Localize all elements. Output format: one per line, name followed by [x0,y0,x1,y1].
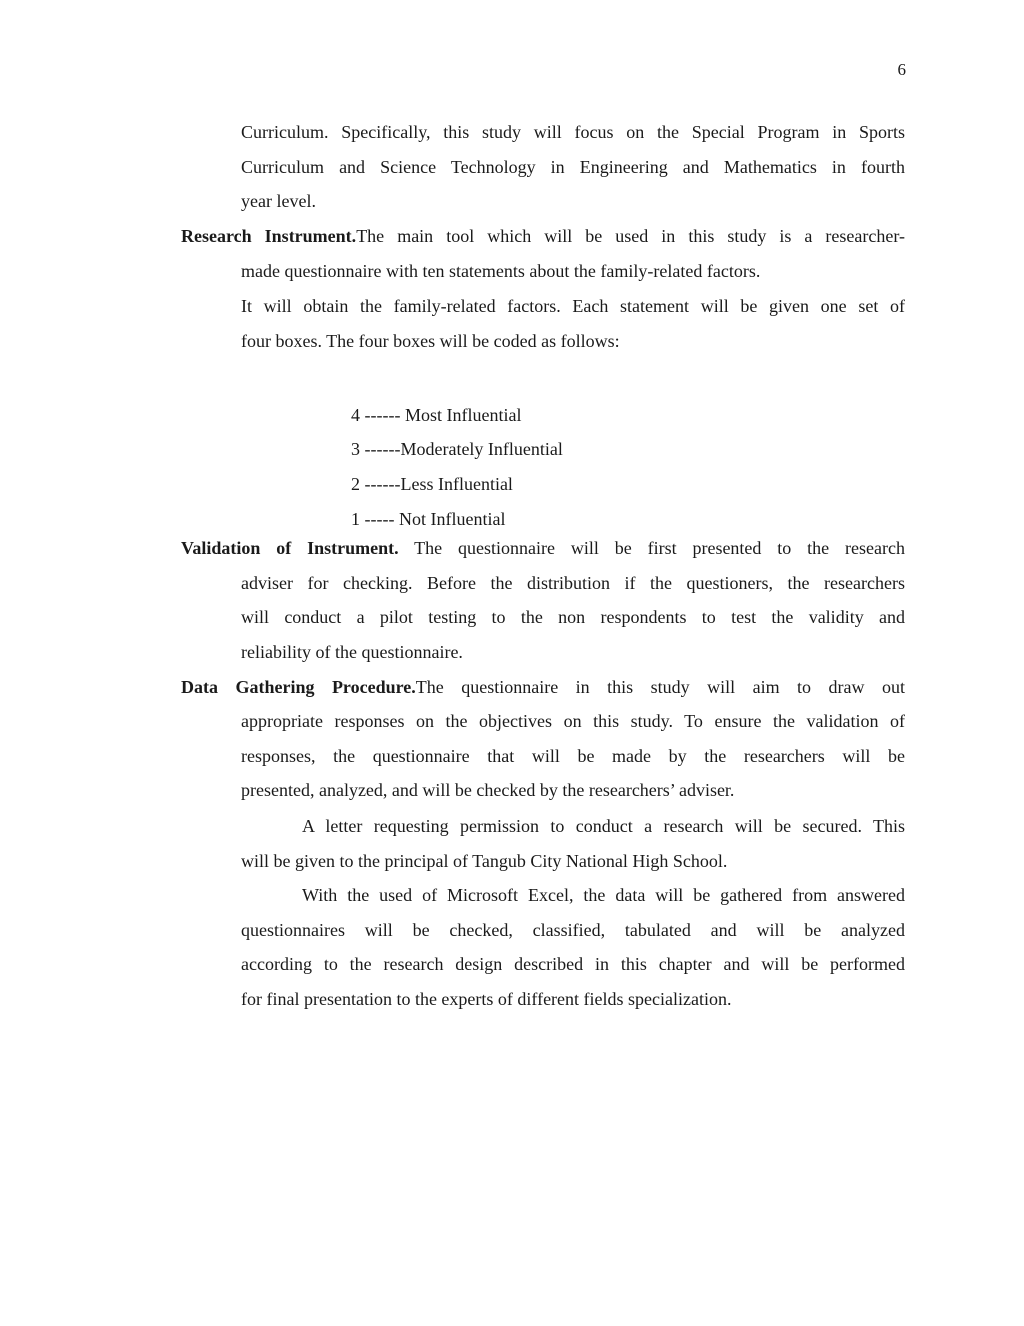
section-text: The main tool which will be used in this study is a researcher- [356,226,906,246]
text-line: Curriculum. Specifically, this study will focus on the Special Program in Sports [241,122,905,142]
text-line: made questionnaire with ten statements about the family-related factors. [241,261,761,281]
text-line: according to the research design described in this chapter and will be performed [241,954,905,974]
text-line: will be given to the principal of Tangub City National High School. [241,851,728,871]
text-line: questionnaires will be checked, classified, tabulated and will be analyzed [241,920,905,940]
text-line: four boxes. The four boxes will be coded as follows: [241,331,620,351]
text-line [181,225,905,247]
list-item: 4 ------ Most Influential [351,405,522,425]
text-line: will conduct a pilot testing to the non respondents to test the validity and [241,607,905,627]
section-text: The questionnaire will be first presented to the research [398,538,905,558]
list-item: 1 ----- Not Influential [351,509,506,529]
text-line: reliability of the questionnaire. [241,642,463,662]
text-line: responses, the questionnaire that will be made by the researchers will be [241,746,905,766]
text-line [181,537,905,559]
text-line: A letter requesting permission to conduct a research will be secured. This [302,816,905,836]
section-heading: Research Instrument. [181,226,357,246]
text-line: for final presentation to the experts of different fields specialization. [241,989,732,1009]
text-line: appropriate responses on the objectives on this study. To ensure the validation of [241,711,905,731]
section-text: The questionnaire in this study will aim to draw out [415,677,905,697]
text-line: It will obtain the family-related factors. Each statement will be given one set of [241,296,905,316]
list-item: 3 ------Moderately Influential [351,439,563,459]
text-line: With the used of Microsoft Excel, the data will be gathered from answered [302,885,905,905]
text-line: Curriculum and Science Technology in Engineering and Mathematics in fourth [241,157,905,177]
list-item: 2 ------Less Influential [351,474,513,494]
text-line [181,676,905,698]
section-heading: Data Gathering Procedure. [181,677,416,697]
text-line: year level. [241,191,316,211]
section-heading: Validation of Instrument. [181,538,399,558]
page-number: 6 [897,60,906,79]
text-line: presented, analyzed, and will be checked by the researchers’ adviser. [241,780,735,800]
text-line: adviser for checking. Before the distribution if the questioners, the researchers [241,573,905,593]
